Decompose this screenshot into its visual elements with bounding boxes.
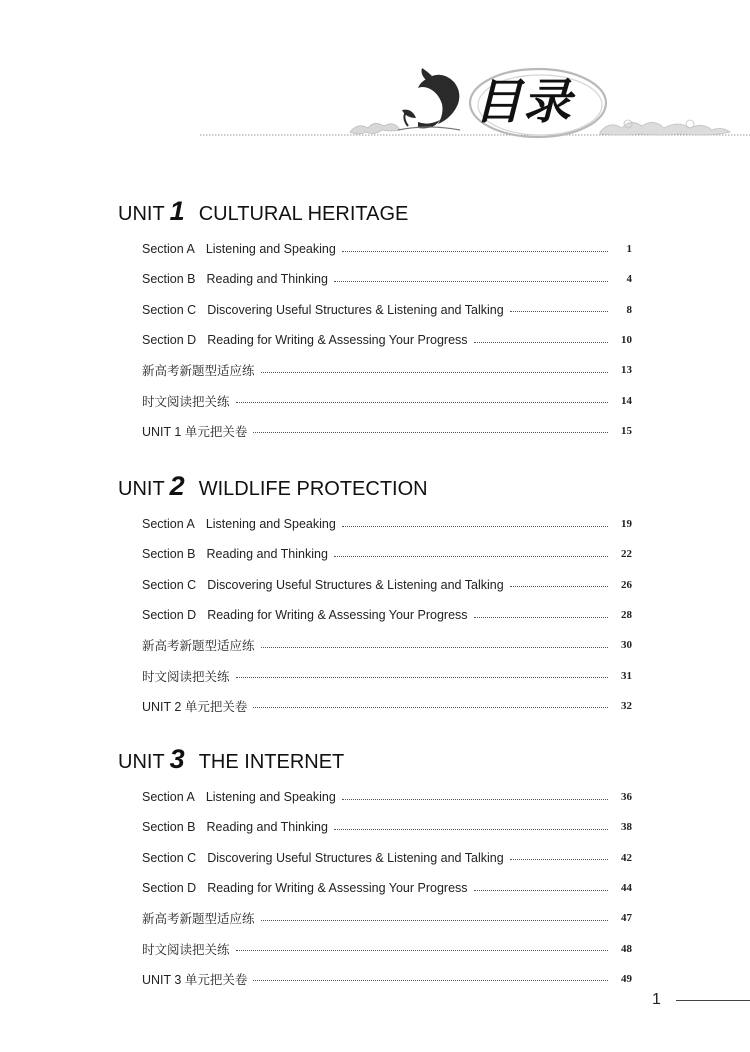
toc-entry[interactable] [142,416,632,446]
unit-label: UNIT [118,751,165,773]
dot-leader [510,586,608,587]
toc-entry[interactable] [142,812,632,842]
dot-leader [342,526,608,527]
entry-title: Listening and Speaking [205,242,336,257]
dot-leader [474,342,608,343]
entry-title: Discovering Useful Structures & Listening and Talking [207,302,504,317]
unit-title: THE INTERNET [198,751,345,773]
entry-page-number: 36 [621,791,632,804]
entry-page-number: 32 [621,699,632,712]
unit-heading [118,744,638,778]
dot-leader [253,432,608,433]
entry-title: Reading and Thinking [206,272,328,287]
toc-entry[interactable] [142,964,632,994]
entry-title: Discovering Useful Structures & Listening and Talking [207,850,504,865]
dot-leader [253,980,608,981]
dot-leader [253,707,608,708]
entry-page-number: 15 [621,424,632,437]
entry-page-number: 10 [621,334,632,347]
dot-leader [474,890,608,891]
entry-page-number: 1 [626,243,632,256]
toc-entry[interactable] [142,903,632,933]
entry-title: Reading and Thinking [206,820,328,835]
entry-section: Section A [142,242,195,257]
dot-leader [510,859,608,860]
dot-leader [261,920,608,921]
unit-block [118,744,638,994]
dot-leader [334,281,608,282]
entry-section: Section D [142,608,197,623]
toc-entry[interactable] [142,933,632,963]
toc-entry[interactable] [142,782,632,812]
dot-leader [334,556,608,557]
entry-page-number: 13 [621,364,632,377]
toc-entry[interactable] [142,630,632,660]
dot-leader [261,647,608,648]
header-decoration [0,0,750,160]
entry-title: 新高考新题型适应练 [142,912,255,927]
entry-title: 新高考新题型适应练 [142,364,255,379]
unit-label: UNIT [118,203,165,225]
entry-page-number: 14 [621,394,632,407]
toc-entry[interactable] [142,325,632,355]
toc-entry[interactable] [142,660,632,690]
dot-leader [334,829,608,830]
entry-section: Section A [142,790,195,805]
entry-page-number: 38 [621,821,632,834]
entry-page-number: 44 [621,882,632,895]
entry-section: Section B [142,272,196,287]
toc-entry[interactable] [142,355,632,385]
entry-section: Section B [142,820,196,835]
dot-leader [261,372,608,373]
entry-page-number: 26 [621,578,632,591]
unit-block [118,471,638,721]
entry-section: Section D [142,333,197,348]
dot-leader [510,311,608,312]
dot-leader [236,677,608,678]
entry-section: Section C [142,850,197,865]
toc-entry[interactable] [142,234,632,264]
toc-entry[interactable] [142,843,632,873]
entry-title: 时文阅读把关练 [142,942,230,957]
entry-page-number: 48 [621,942,632,955]
entry-title: 时文阅读把关练 [142,669,230,684]
dot-leader [236,950,608,951]
entry-title: Reading for Writing & Assessing Your Progress [207,333,468,348]
entry-page-number: 19 [621,518,632,531]
unit-number: 2 [169,471,185,501]
unit-title: WILDLIFE PROTECTION [198,478,428,500]
toc-entry[interactable] [142,570,632,600]
unit-block [118,196,638,446]
entry-page-number: 22 [621,548,632,561]
entry-page-number: 4 [626,273,632,286]
toc-entry[interactable] [142,264,632,294]
dot-leader [342,251,608,252]
unit-title: CULTURAL HERITAGE [198,203,409,225]
entry-page-number: 28 [621,609,632,622]
unit-heading [118,196,638,230]
entry-title: 新高考新题型适应练 [142,639,255,654]
page-number: 1 [652,991,661,1008]
toc-entry[interactable] [142,873,632,903]
entry-title: 时文阅读把关练 [142,394,230,409]
toc-entry[interactable] [142,600,632,630]
unit-heading [118,471,638,505]
entry-section: Section A [142,517,195,532]
entry-page-number: 49 [621,972,632,985]
entry-title: Reading for Writing & Assessing Your Progress [207,608,468,623]
footer-rule [676,1000,750,1001]
toc-title: 目录 [474,74,573,130]
entry-section: Section B [142,547,196,562]
entry-title: Listening and Speaking [205,517,336,532]
dot-leader [474,617,608,618]
entry-title: UNIT 2 单元把关卷 [142,699,248,714]
entry-page-number: 42 [621,851,632,864]
unit-label: UNIT [118,478,165,500]
entry-title: Reading for Writing & Assessing Your Progress [207,881,468,896]
toc-entry[interactable] [142,509,632,539]
entry-title: Reading and Thinking [206,547,328,562]
entry-page-number: 31 [621,669,632,682]
entry-page-number: 30 [621,639,632,652]
entry-title: Discovering Useful Structures & Listening and Talking [207,577,504,592]
entry-title: UNIT 1 单元把关卷 [142,424,248,439]
entry-section: Section C [142,302,197,317]
unit-number: 1 [169,196,185,226]
entry-section: Section D [142,881,197,896]
dot-leader [236,402,608,403]
toc-entry[interactable] [142,295,632,325]
toc-entry[interactable] [142,385,632,415]
dot-leader [342,799,608,800]
unit-number: 3 [169,744,185,774]
toc-header [0,0,750,160]
entry-title: UNIT 3 单元把关卷 [142,972,248,987]
entry-page-number: 8 [626,303,632,316]
entry-page-number: 47 [621,912,632,925]
entry-section: Section C [142,577,197,592]
entry-title: Listening and Speaking [205,790,336,805]
toc-entry[interactable] [142,691,632,721]
toc-entry[interactable] [142,539,632,569]
